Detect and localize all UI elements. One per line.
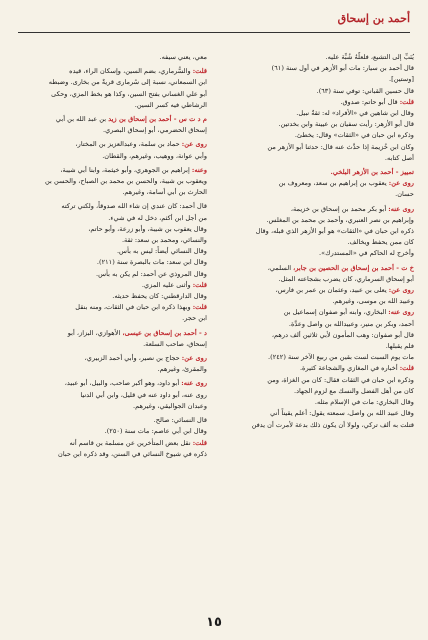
- text-line: يُنَبِّ إلى التشيع، فلعلَّهُ شُبِّهَ عليه.: [325, 53, 414, 61]
- text-line: روى عن: يعقوب بن إبراهيم بن سعد، ومعروف بن: [278, 179, 414, 188]
- text-line: وأخرج له الحاكم في «المستدرك».: [319, 249, 414, 258]
- text-line: قال أبو الأزهر: رأيت سفيان بن عيينة وابن بخدتين.: [278, 120, 414, 129]
- text-line: قلت: وأثنى عليه المزي.: [141, 280, 207, 289]
- text-line: ابن السمعاني، نسبة إلى سُرمارى قريةٌ من بخارى. وضبطه: [48, 78, 207, 87]
- text-line: وذكره ابن حبان في «الثقات» وقال: يخطئ.: [294, 131, 414, 140]
- text-line: وقال البخاري: مات في الإسلام مثله.: [314, 398, 414, 407]
- text-line: روى عنه: أبو بكر محمد بن إسحاق بن خزيمة،: [290, 204, 414, 213]
- text-line: والمقرئ، وغيرهم.: [157, 365, 207, 374]
- text-line: وكان ابن خُزيمة إذا حدَّث عنه قال: حدثنا أبو الأزهر من: [267, 142, 414, 151]
- text-line: قال حسين القباني: توفي سنة (٦٣).: [316, 86, 414, 95]
- text-line: قلت: نقل بعض المتأخرين عن مسلمة بن قاسم أنه: [69, 438, 207, 447]
- text-line: وعبيد الله بن موسى، وغيرهم.: [332, 297, 414, 306]
- text-line: ذكره ابن حبان في «الثقات» هو أبو الأزهر الذي قبله، وقال: [255, 227, 414, 236]
- text-line: ابن حجر.: [182, 314, 207, 323]
- text-line: قلت: والسُّرماري، بضم السين، وإسكان الراء، قيده: [69, 67, 207, 76]
- text-line: د - أحمد بن إسحاق بن عيسى، الأهوازي، البزاز، أبو: [67, 328, 207, 337]
- text-line: مات يوم السبت لست بقين من ربيع الآخر سنة (٢٤٢).: [268, 353, 414, 362]
- text-line: وقال ابن أبي عاصم: مات سنة (٢٥٠).: [104, 427, 207, 436]
- text-line: روى عن: حجاج بن نصير، وأبي أحمد الزبيري،: [84, 354, 207, 363]
- text-line: من أجل ابن أكثم، دخل له في شيء.: [108, 213, 207, 222]
- text-line: وقال النسائي أيضاً: ليس به بأس.: [116, 247, 207, 256]
- text-line: روى عنه: البخاري، وابنه أبو صفوان إسماعيل بن: [283, 308, 414, 317]
- text-line: والنسائي، ومحمد بن سعد: ثقة.: [121, 236, 207, 245]
- text-line: الرشاطي فيه كسر السين.: [134, 100, 207, 109]
- text-line: فلم يقبلها.: [385, 342, 414, 351]
- header-title: أحمد بن إسحاق: [337, 12, 410, 25]
- text-line: معي، يعني سيفه.: [159, 53, 207, 61]
- text-line: وعنه: إبراهيم بن الجوهري، وأبو خيثمة، وابنا أبي شيبة،: [60, 165, 207, 174]
- text-line: قال النسائي: صالح.: [153, 416, 207, 425]
- text-line: قال أبو صفوان: وهب المأمون لأبي ثلاثين ألف درهم،: [271, 330, 414, 339]
- left-column: [14, 52, 207, 602]
- text-line: حسان.: [395, 190, 414, 199]
- text-line: أبو علي الغساني بفتح السين، وكذا هو بخط المزي، وحكى: [51, 89, 207, 98]
- text-line: ذكره في شيوخ النسائي في السنن، وقد ذكره ابن حبان: [58, 449, 207, 458]
- text-line: وعبدان الجواليقي، وغيرهم.: [133, 401, 207, 410]
- text-line: قال أحمد بن سيار: مات أبو الأزهر في أول سنة (٦١): [271, 64, 414, 73]
- text-line: [وستين].: [389, 75, 414, 84]
- text-line: وقال ابن سعد: مات بالبصرة سنة (٢١١).: [96, 258, 207, 267]
- text-line: روى عن: حماد بن سلمة، وعبدالعزيز بن المختار،: [75, 140, 207, 149]
- running-header: [18, 10, 410, 33]
- text-line: وذكره ابن حبان في الثقات فقال: كان من الغزاة، ومن: [267, 375, 414, 384]
- text-line: وقال يعقوب بن شيبة، وأبو زرعة، وأبو حاتم،: [88, 224, 207, 233]
- text-line: وقال المروذي عن أحمد: لم يكن به بأس.: [96, 269, 207, 278]
- text-line: كان من أهل الفضل والنسك مع لزوم الجهاد.: [294, 386, 414, 395]
- text-line: أبو إسحاق السرماري، كان يضرب بشجاعته المثل.: [278, 274, 414, 283]
- page-number: ١٥: [206, 615, 222, 630]
- text-line: روى عن: يعلى بن عبيد، وعثمان بن عمر بن فارس،: [275, 286, 414, 295]
- text-line: قلت: قال أبو حاتم: صدوق.: [340, 97, 414, 106]
- text-line: أحمد، وبكر بن منير، وعبيدالله بن واصل وعدَّة.: [288, 319, 414, 328]
- text-line: وأبي عوانة، ووهيب، وغيرهم، والقطان.: [102, 151, 207, 160]
- text-line: وقال ابن شاهين في «الأفراد» له: ثقةٌ نبيل.: [296, 109, 414, 118]
- text-line: روى عنه: أبو داود، وهو أكبر صاحب، والبيل، أبو عبيد،: [64, 379, 207, 388]
- text-line: وقال عبيد الله بن واصل، سمعته يقول: أعلم يقيناً أني: [270, 409, 414, 418]
- text-line: تمييز - أحمد بن الأزهر البلخي.: [330, 168, 414, 177]
- text-line: قلت: أخباره في المغازي والشجاعة كثيرة.: [299, 364, 414, 373]
- text-line: كان ممن يحفظ ويخالف.: [347, 238, 414, 247]
- text-line: خ ت - أحمد بن إسحاق بن الحصين بن جابر، السلمي،: [267, 263, 414, 272]
- text-line: وإبراهيم بن نصر العنبري، وأحمد بن محمد بن المغلس.: [266, 215, 414, 224]
- text-line: أصل كتابه.: [384, 153, 414, 162]
- text-line: قتلت به ألف تركي، ولولا أن يكون ذلك بدعة لأمرت أن يدفن: [251, 420, 414, 429]
- right-column: [221, 52, 414, 602]
- text-line: قلت: وبهذا ذكره ابن حبان في الثقات، ومنه بنقل: [75, 303, 207, 312]
- text-line: م د ت س - أحمد بن إسحاق بن زيد بن عبد الله بن أبي: [55, 115, 207, 124]
- text-line: وقال الدارقطني: كان يحفظ حديثه.: [112, 292, 207, 301]
- text-line: إسحاق الحضرمي، أبو إسحاق البصري.: [103, 126, 207, 135]
- text-line: الحارث بن أبي أسامة، وغيرهم.: [122, 188, 207, 197]
- text-line: روى عنه، أبو داود عنه في قليل، وابن أبي الدنيا: [80, 390, 207, 399]
- text-line: إسحاق، صاحب السلعة.: [143, 339, 207, 348]
- text-line: ويعقوب بن شيبة، والحسن بن محمد بن الصباح، والحسن بن: [45, 177, 207, 186]
- text-line: قال أحمد: كان عندي إن شاء الله صدوقاً، ولكني تركته: [61, 202, 207, 211]
- page-body: [14, 52, 414, 602]
